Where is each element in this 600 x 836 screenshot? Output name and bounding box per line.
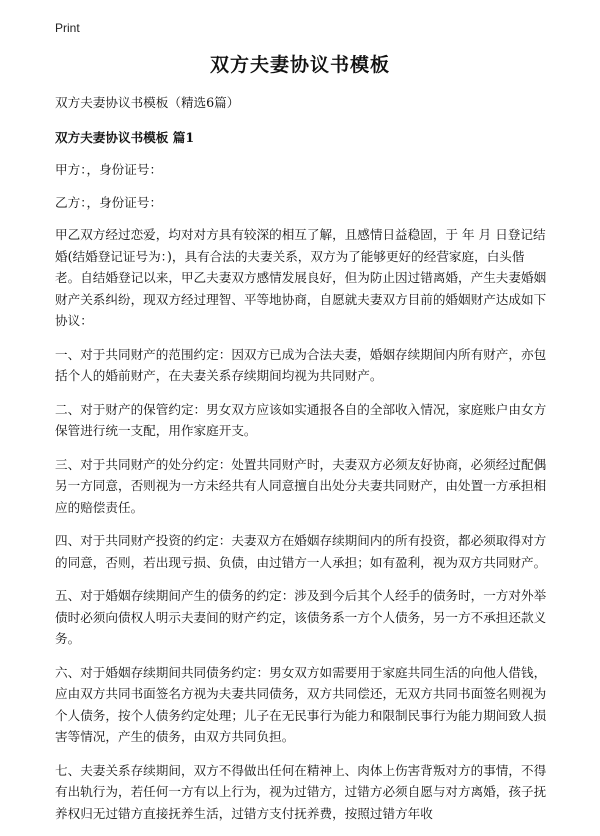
party-a-line: 甲方：，身份证号： bbox=[55, 162, 163, 177]
clause-2: 二、对于财产的保管约定：男女双方应该如实通报各自的全部收入情况，家庭账户由女方保管进行统一支配，用作家庭开支。 bbox=[55, 401, 547, 438]
intro-paragraph: 甲乙双方经过恋爱，均对对方具有较深的相互了解，且感情日益稳固，于 年 月 日登记结婚(结婚登记证号为：)，具有合法的夫妻关系，双方为了能够更好的经营家庭，白头偕老。自结婚登记以来，甲乙夫妻双方感情发展良好，但为防止因过错离婚，产生夫妻婚姻财产关系纠纷，现双方经过理智、平等地协商，自愿就夫妻双方目前的婚姻财产达成如下协议： bbox=[55, 227, 547, 328]
clause-5: 五、对于婚姻存续期间产生的债务的约定：涉及到今后其个人经手的债务时，一方对外举债时必须向债权人明示夫妻间的财产约定，该债务系一方个人债务，另一方不承担还款义务。 bbox=[55, 588, 547, 646]
document-subtitle: 双方夫妻协议书模板（精选6篇） bbox=[55, 95, 240, 110]
clause-4: 四、对于共同财产投资的约定：夫妻双方在婚姻存续期间内的所有投资，都必须取得对方的同意，否则，若出现亏损、负债，由过错方一人承担；如有盈利，视为双方共同财产。 bbox=[55, 533, 547, 570]
party-b-line: 乙方：，身份证号： bbox=[55, 194, 163, 210]
clause-3: 三、对于共同财产的处分约定：处置共同财产时，夫妻双方必须友好协商，必须经过配偶另一方同意，否则视为一方未经共有人同意擅自出处分夫妻共同财产，由处置一方承担相应的赔偿责任。 bbox=[55, 456, 547, 515]
print-link[interactable]: Print bbox=[55, 21, 80, 35]
document-body bbox=[55, 92, 548, 836]
clause-6: 六、对于婚姻存续期间共同债务约定：男女双方如需要用于家庭共同生活的向他人借钱，应由双方共同书面签名方视为夫妻共同债务，双方共同偿还，无双方共同书面签名则视为个人债务，按个人债务约定处理；儿子在无民事行为能力和限制民事行为能力期间致人损害等情况，产生的债务，由双方共同负担。 bbox=[55, 664, 547, 744]
document-title: 双方夫妻协议书模板 bbox=[209, 54, 390, 76]
clause-1: 一、对于共同财产的范围约定：因双方已成为合法夫妻，婚姻存续期间内所有财产，亦包括个人的婚前财产，在夫妻关系存续期间均视为共同财产。 bbox=[55, 346, 547, 383]
section-heading: 双方夫妻协议书模板 篇1 bbox=[55, 129, 195, 145]
clause-7: 七、夫妻关系存续期间，双方不得做出任何在精神上、肉体上伤害背叛对方的事情，不得有出轨行为，若任何一方有以上行为，视为过错方，过错方必须自愿与对方离婚，孩子抚养权归无过错方直接抚养生活，过错方支付抚养费，按照过错方年收 bbox=[55, 762, 547, 821]
